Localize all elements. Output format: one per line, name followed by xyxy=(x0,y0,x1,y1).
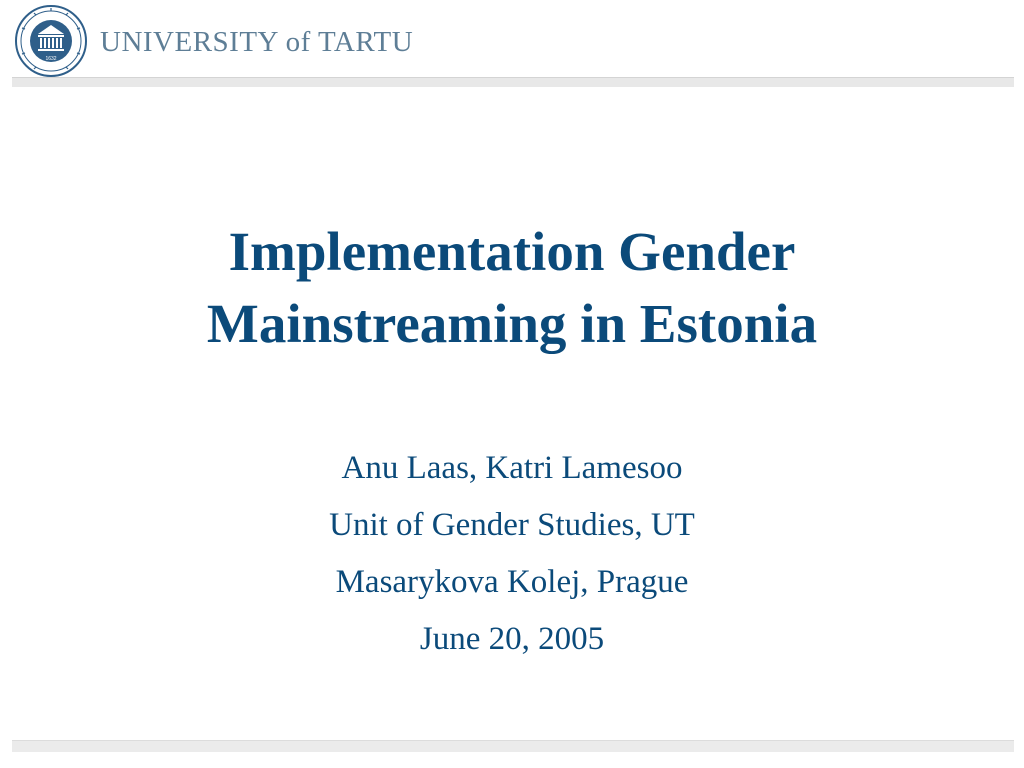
header-divider xyxy=(12,77,1014,87)
slide-header xyxy=(0,0,1024,88)
venue-line: Masarykova Kolej, Prague xyxy=(335,564,689,600)
university-seal-logo xyxy=(14,4,88,78)
university-wordmark: UNIVERSITY of TARTU xyxy=(100,26,414,58)
authors-line: Anu Laas, Katri Lamesoo xyxy=(341,450,683,486)
slide-title xyxy=(0,216,1024,360)
title-line: Mainstreaming in Estonia xyxy=(206,293,818,354)
affiliation-line: Unit of Gender Studies, UT xyxy=(329,507,695,543)
title-line: Implementation Gender xyxy=(228,221,796,282)
date-line: June 20, 2005 xyxy=(419,621,605,657)
svg-text:1632: 1632 xyxy=(45,56,57,62)
slide-subtitle xyxy=(0,440,1024,668)
footer-divider xyxy=(12,740,1014,752)
